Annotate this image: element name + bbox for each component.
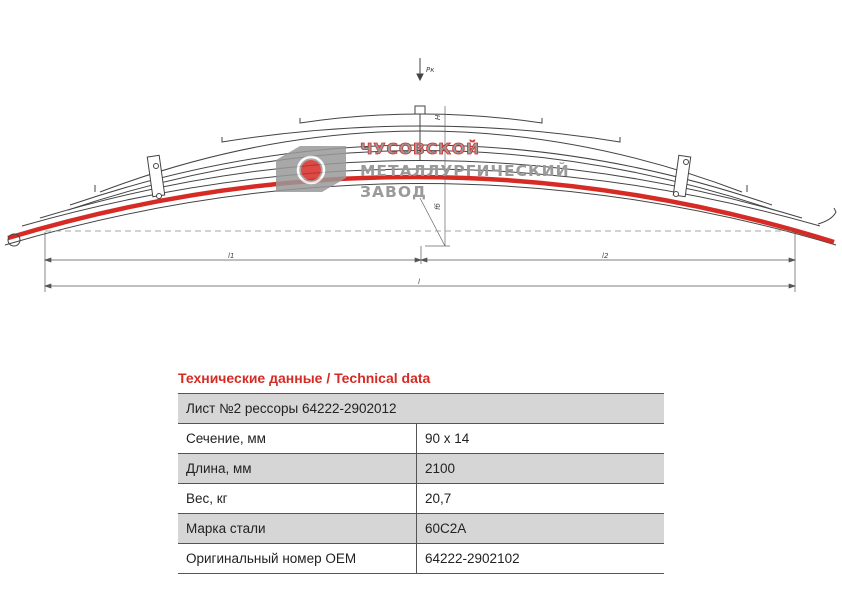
right-hook [818,208,836,224]
row-label: Длина, мм [178,454,417,484]
table-row [178,484,664,514]
load-arrow [417,58,423,80]
right-clamp-bolt [684,160,689,165]
technical-data-table [178,393,664,574]
left-clamp-bolt-2 [157,194,162,199]
table-row [178,424,664,454]
left-clamp [147,155,164,196]
center-bolt-head [415,106,425,114]
l-dimension-label: l [418,278,420,286]
table-header-row [178,394,664,424]
row-value: 2100 [417,454,665,484]
short-leaf-1 [300,114,542,123]
row-value: 60С2А [417,514,665,544]
right-clamp-bolt-2 [674,192,679,197]
technical-data-title: Технические данные / Technical data [178,370,431,386]
row-label: Вес, кг [178,484,417,514]
table-row [178,514,664,544]
l1-dimension-label: l1 [228,252,235,260]
row-label: Марка стали [178,514,417,544]
row-value: 64222-2902102 [417,544,665,574]
row-value: 20,7 [417,484,665,514]
left-clamp-bolt [154,164,159,169]
table-header-cell: Лист №2 рессоры 64222-2902012 [178,394,664,424]
company-logo-watermark [276,146,346,192]
h-dimension-label: H [434,114,442,120]
logo-line-2: МЕТАЛЛУРГИЧЕСКИЙ [360,162,570,180]
table-row [178,544,664,574]
logo-line-1: ЧУСОВСКОЙ [360,140,481,158]
logo-red-dot [301,160,321,180]
logo-line-3: ЗАВОД [360,183,427,201]
horizontal-dimensions [45,232,795,292]
table-row [178,454,664,484]
row-label: Сечение, мм [178,424,417,454]
l2-dimension-label: l2 [602,252,609,260]
row-value: 90 х 14 [417,424,665,454]
row-label: Оригинальный номер OEM [178,544,417,574]
load-label: Pк [426,66,435,74]
fb-dimension-label: fб [434,203,442,210]
